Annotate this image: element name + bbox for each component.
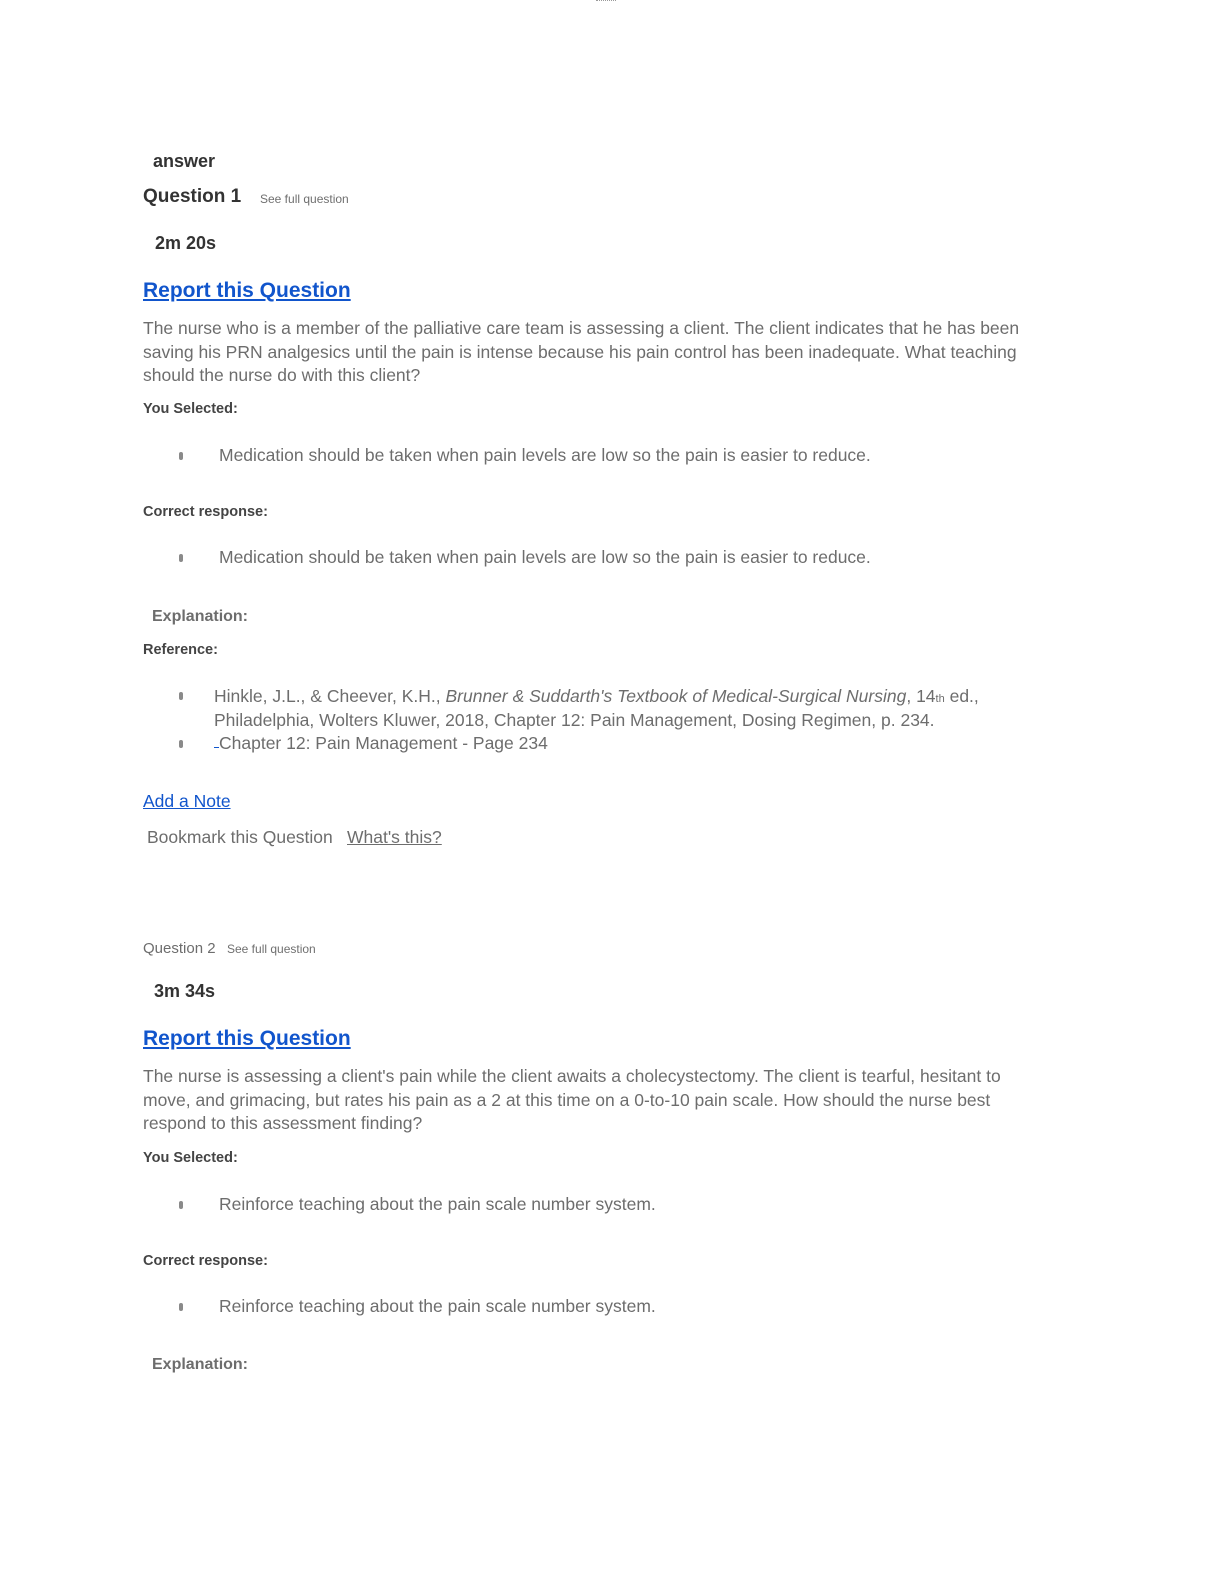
question-2-correct-answer: Reinforce teaching about the pain scale number system. — [219, 1296, 656, 1316]
question-2-explanation-label: Explanation: — [152, 1356, 249, 1373]
question-1-report-link[interactable]: Report this Question — [143, 279, 351, 302]
add-note-link[interactable]: Add a Note — [143, 791, 231, 811]
page-top-mark — [596, 0, 616, 3]
question-1-you-selected-answer: Medication should be taken when pain levels are low so the pain is easier to reduce. — [219, 445, 871, 465]
reference-citation-line-1 — [214, 685, 979, 712]
question-1-see-full-link[interactable]: See full question — [260, 192, 349, 206]
question-2-title: Question 2 — [143, 940, 216, 957]
question-1-text: The nurse who is a member of the palliative care team is assessing a client. The client indicates that he has been saving his PRN analgesics until the pain is intense because his pain control has been inadequate. What teaching should the nurse do with this client? — [143, 318, 1020, 386]
question-1-you-selected-label: You Selected: — [143, 401, 238, 417]
question-1-correct-answer: Medication should be taken when pain levels are low so the pain is easier to reduce. — [219, 547, 871, 567]
question-2-correct-label: Correct response: — [143, 1253, 268, 1269]
question-2-you-selected-label: You Selected: — [143, 1150, 238, 1166]
bookmark-question-toggle[interactable]: Bookmark this Question — [147, 827, 333, 847]
reference-citation-line-2: Philadelphia, Wolters Kluwer, 2018, Chapter 12: Pain Management, Dosing Regimen, p. 234. — [214, 710, 935, 730]
question-1-explanation-label: Explanation: — [152, 608, 249, 625]
bullet-icon — [179, 692, 183, 700]
question-2-text: The nurse is assessing a client's pain while the client awaits a cholecystectomy. The client is tearful, hesitant to move, and grimacing, but rates his pain as a 2 at this time on a 0-to-10 pain scale. How should the nurse best respond to this assessment finding? — [143, 1066, 1001, 1134]
question-2-timer: 3m 34s — [154, 981, 216, 1001]
reference-edition-number: , 14 — [906, 686, 936, 706]
reference-chapter-link[interactable]: Chapter 12: Pain Management - Page 234 — [219, 733, 548, 753]
page-heading: answer — [153, 151, 216, 171]
question-1-title: Question 1 — [143, 186, 242, 207]
whats-this-link[interactable]: What's this? — [347, 827, 442, 847]
bullet-icon — [179, 740, 183, 748]
bullet-icon — [179, 452, 183, 460]
question-2-you-selected-answer: Reinforce teaching about the pain scale number system. — [219, 1194, 656, 1214]
question-1-reference-label: Reference: — [143, 642, 218, 658]
bullet-icon — [179, 554, 183, 562]
bullet-icon — [179, 1201, 183, 1209]
question-2-report-link[interactable]: Report this Question — [143, 1027, 351, 1050]
question-1-timer: 2m 20s — [155, 233, 217, 253]
bullet-icon — [179, 1303, 183, 1311]
question-2-see-full-link[interactable]: See full question — [227, 942, 316, 956]
reference-book-title: Brunner & Suddarth's Textbook of Medical-Surgical Nursing — [445, 686, 907, 706]
reference-edition-suffix: th — [935, 693, 945, 705]
question-1-correct-label: Correct response: — [143, 504, 268, 520]
reference-authors: Hinkle, J.L., & Cheever, K.H., — [214, 686, 446, 706]
reference-edition-rest: ed., — [944, 686, 979, 706]
